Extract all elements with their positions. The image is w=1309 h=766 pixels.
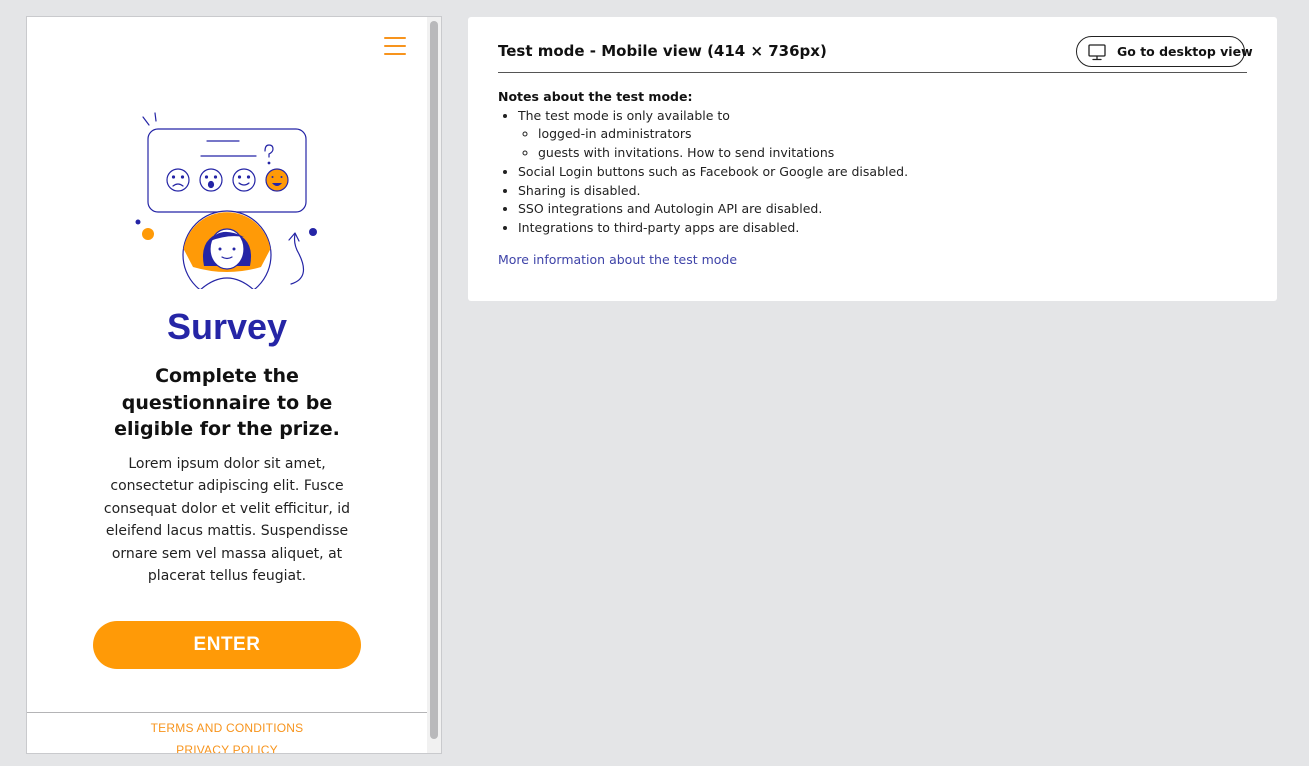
survey-feedback-illustration bbox=[131, 109, 331, 289]
list-item bbox=[518, 107, 1238, 163]
menu-line bbox=[384, 53, 406, 55]
list-item: ◦ logged-in administrators bbox=[538, 125, 1238, 144]
list-item: • Integrations to third-party apps are disabled. bbox=[518, 219, 1238, 238]
notes-list bbox=[498, 107, 1238, 238]
list-item: ◦ guests with invitations. How to send invitations bbox=[538, 144, 1238, 163]
survey-subtitle: Complete the questionnaire to be eligible for the prize. bbox=[114, 365, 340, 440]
note-text: The test mode is only available to bbox=[518, 107, 730, 123]
card-divider bbox=[498, 72, 1247, 73]
menu-line bbox=[384, 45, 406, 47]
privacy-policy-link[interactable]: PRIVACY POLICY bbox=[176, 743, 278, 753]
go-to-desktop-view-button[interactable] bbox=[1076, 36, 1253, 67]
test-mode-title: Test mode - Mobile view (414 × 736px) bbox=[498, 42, 827, 60]
enter-button[interactable]: ENTER bbox=[93, 621, 361, 669]
mobile-preview-content bbox=[27, 17, 427, 753]
desktop-view-label: Go to desktop view bbox=[1117, 44, 1253, 59]
hamburger-menu-icon[interactable] bbox=[383, 34, 407, 58]
test-mode-card bbox=[468, 17, 1277, 301]
preview-scrollbar[interactable] bbox=[427, 17, 441, 753]
mobile-preview-frame bbox=[26, 16, 442, 754]
test-mode-notes bbox=[498, 88, 1238, 238]
list-item: • SSO integrations and Autologin API are disabled. bbox=[518, 200, 1238, 219]
list-item: • Sharing is disabled. bbox=[518, 182, 1238, 201]
survey-description: Lorem ipsum dolor sit amet, consectetur adipiscing elit. Fusce consequat dolor et velit efficitur, id eleifend lacus mattis. Suspendisse ornare sem vel massa aliquet, at placerat tellus feugiat. bbox=[103, 456, 351, 585]
terms-and-conditions-link[interactable]: TERMS AND CONDITIONS bbox=[150, 721, 304, 735]
notes-heading: Notes about the test mode: bbox=[498, 89, 693, 104]
preview-scrollbar-thumb[interactable] bbox=[430, 21, 438, 739]
monitor-icon bbox=[1088, 44, 1106, 61]
menu-line bbox=[384, 37, 406, 39]
survey-title: Survey bbox=[166, 306, 288, 347]
footer-divider bbox=[27, 712, 427, 713]
list-item: • Social Login buttons such as Facebook or Google are disabled. bbox=[518, 163, 1238, 182]
more-information-link[interactable]: More information about the test mode bbox=[498, 252, 738, 267]
notes-sublist bbox=[518, 125, 1238, 162]
